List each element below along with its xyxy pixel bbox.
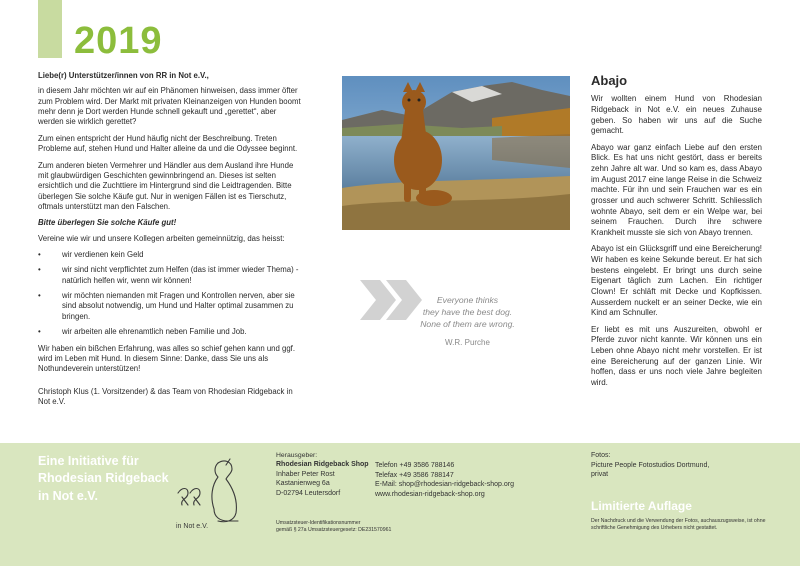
abajo-paragraph-1: Wir wollten einem Hund von Rhodesian Ridgeback in Not e.V. ein neues Zuhause geben. So haben wir uns auf die Suche gemacht. — [591, 94, 762, 136]
quote-line-3: None of them are wrong. — [420, 319, 515, 330]
letter-greeting: Liebe(r) Unterstützer/innen von RR in Not e.V., — [38, 71, 209, 80]
photo-credits — [591, 451, 709, 480]
page-year: 2019 — [74, 20, 163, 62]
quote-author: W.R. Purche — [445, 338, 490, 348]
letter-paragraph-3: Zum anderen bieten Vermehrer und Händler aus dem Ausland ihre Hunde mit glaubwürdigen Geschichten gewinnbringend an. Dieses ist selten ersichtlich und die Zuchttiere im Hintergrund sind die Leidtragenden. Bitte überlegen Sie solche Käufe gut. Nur in wenigen Fällen ist es Tierschutz, oftmals unterstützt man den Falschen. — [38, 160, 294, 211]
letter-paragraph-4: Vereine wie wir und unsere Kollegen arbeiten gemeinnützig, das heisst: — [38, 233, 285, 243]
letter-hint: Bitte überlegen Sie solche Käufe gut! — [38, 218, 177, 228]
initiative-line: Eine Initiative für — [38, 454, 139, 468]
contact-block — [375, 461, 514, 499]
abajo-paragraph-2: Abayo war ganz einfach Liebe auf den ersten Blick. Es hat uns nicht gestört, dass er bereits zehn Jahre alt war. Und so kam es, dass Abayo im August 2017 eine lange Reise in die Schweiz machte. Für ihn und sein Frauchen war es ein grosser und auch schwerer Schritt. Schliesslich wohnte Abayo, seit dem er ein Welpe war, bei seinem Frauchen. Durch ihre schwere Krankheit musste sie sich von Abayo trennen. — [591, 142, 762, 237]
list-item: • wir sind nicht verpflichtet zum Helfen (das ist immer wieder Thema) - natürlich helfen wir, wenn wir können! — [38, 265, 302, 286]
limited-edition-title: Limitierte Auflage — [591, 499, 692, 513]
tax-line: gemäß § 27a Umsatzsteuergesetz: DE231570961 — [276, 527, 392, 534]
initiative-line: in Not e.V. — [38, 488, 98, 503]
letter-signature: Christoph Klus (1. Vorsitzender) & das Team von Rhodesian Ridgeback in Not e.V. — [38, 386, 293, 406]
abajo-paragraph-4: Er liebt es mit uns Auszureiten, obwohl er Pferde zuvor nicht kannte. Wir können uns ein Leben ohne Abayo nicht mehr vorstellen. Er ist eine Bereicherung auf der ganzen Linie. Wir hoffen, dass er uns noch viele Jahre begleiten wird. — [591, 324, 762, 387]
quote-block — [400, 294, 535, 348]
contact-website[interactable]: www.rhodesian-ridgeback-shop.org — [375, 490, 485, 498]
dog-photo — [342, 76, 570, 230]
initiative-heading — [38, 453, 178, 505]
tax-line: Umsatzsteuer-Identifikationsnummer — [276, 520, 361, 526]
publisher-street: Kastanienweg 6a — [276, 480, 330, 488]
photos-credit-line: privat — [591, 471, 609, 479]
publisher-label: Herausgeber: — [276, 452, 318, 459]
photos-label: Fotos: — [591, 452, 611, 459]
contact-phone: Telefon +49 3586 788146 — [375, 462, 455, 469]
list-item: • wir arbeiten alle ehrenamtlich neben Familie und Job. — [38, 327, 302, 337]
contact-fax: Telefax +49 3586 788147 — [375, 471, 454, 479]
copyright-note: Der Nachdruck und die Verwendung der Fotos, auchauszugsweise, ist ohne schriftliche Genehmigung des Urhebers nicht gestattet. — [591, 518, 766, 532]
letter-bullet-list — [38, 250, 302, 338]
abajo-column — [591, 72, 762, 395]
accent-bar — [38, 0, 62, 58]
dog-lake-image — [342, 76, 570, 230]
letter-paragraph-2: Zum einen entspricht der Hund häufig nicht der Beschreibung. Treten Probleme auf, stehen Hund und Halter alleine da und die Odyssee beginnt. — [38, 133, 298, 154]
logo-text: in Not e.V. — [176, 523, 209, 530]
tax-info — [276, 520, 391, 535]
contact-email[interactable]: E-Mail: shop@rhodesian-ridgeback-shop.org — [375, 481, 515, 489]
quote-line-1: Everyone thinks — [436, 295, 499, 305]
abajo-title: Abajo — [591, 73, 628, 88]
list-item: • wir verdienen kein Geld — [38, 250, 302, 260]
publisher-owner: Inhaber Peter Rost — [276, 470, 335, 478]
publisher-city: D-02794 Leutersdorf — [276, 489, 341, 497]
publisher-block — [276, 451, 369, 498]
publisher-name: Rhodesian Ridgeback Shop — [276, 461, 369, 469]
letter-paragraph-5: Wir haben ein bißchen Erfahrung, was alles so schief gehen kann und ggf. wird im Leben mit Hund. In diesem Sinne: Danke, dass Sie uns als Nothundeverein unterstützen! — [38, 343, 296, 374]
abajo-paragraph-3: Abayo ist ein Glücksgriff und eine Bereicherung! Wir haben es keine Sekunde bereut. Er hat sich bestens eingelebt. Er bringt uns durch seine Eigenart täglich zum Lachen. Ein richtiger Clown! Er schläft mit Decke und Kopfkissen. Ausserdem nuckelt er an seiner Decke, wie ein Kind am Schnuller. — [591, 244, 762, 318]
photos-credit-line: Picture People Fotostudios Dortmund, — [591, 461, 710, 469]
quote-line-2: they have the best dog. — [422, 307, 513, 318]
list-item: • wir möchten niemanden mit Fragen und Kontrollen nerven, aber sie sind absolut notwendig, um Hund und Halter optimal zusammen zu bringen. — [38, 291, 302, 322]
letter-column — [38, 71, 302, 413]
footer — [0, 443, 800, 566]
rr-logo-icon — [170, 457, 254, 531]
letter-paragraph-1: in diesem Jahr möchten wir auf ein Phänomen hinweisen, dass immer öfter zum Problem wird. Der Markt mit privaten Kleinanzeigen von Hunden boomt mehr denn je Dort werden Hunde schnell gekauft und „gerettet“, aber werden sie wirklich gerettet? — [38, 86, 301, 127]
initiative-line: Rhodesian Ridgeback — [38, 471, 169, 486]
